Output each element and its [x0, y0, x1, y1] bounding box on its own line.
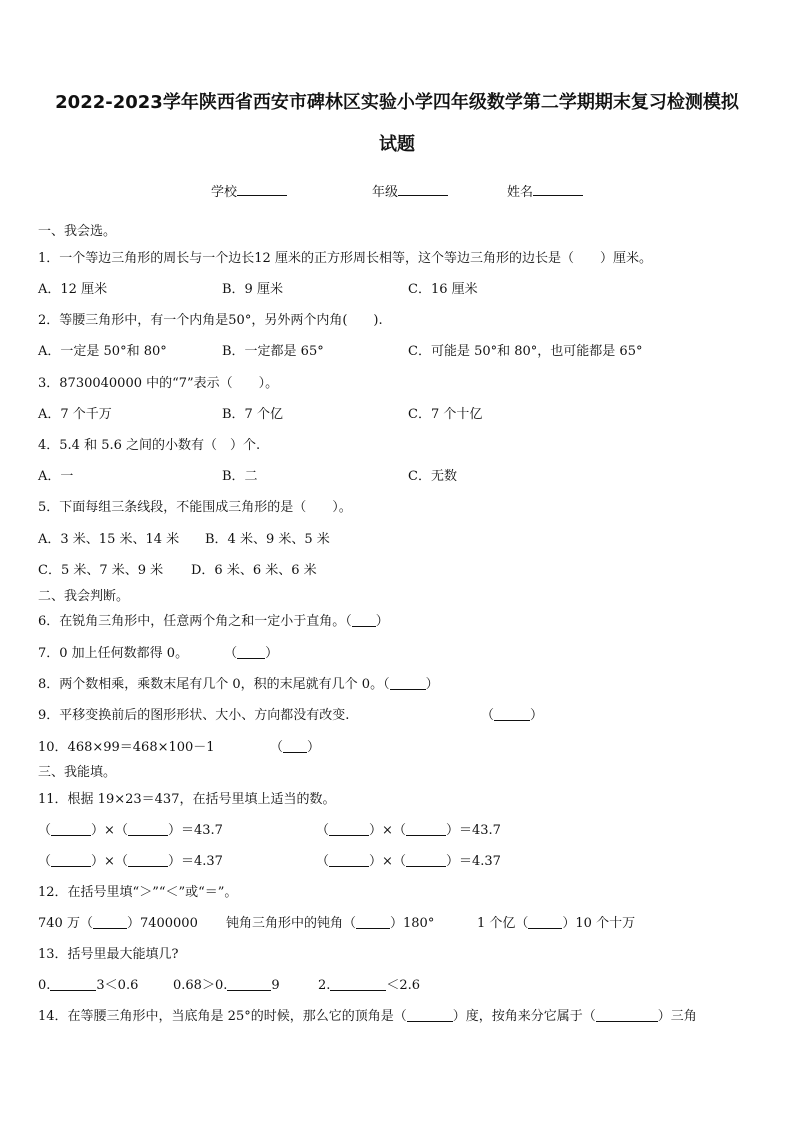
q13-fill-3[interactable]: 2. ＜2.6: [318, 978, 421, 993]
q9-answer-paren[interactable]: （ ）: [481, 708, 544, 723]
q12-compare-3[interactable]: 1 个亿（ ）10 个十万: [477, 916, 636, 931]
school-label: 学校: [211, 185, 238, 200]
question-13: 13．括号里最大能填几?: [38, 947, 179, 962]
q14-text-c: ）三角: [657, 1009, 697, 1024]
q11-eq-2[interactable]: （ ）×（ ）＝43.7: [316, 823, 501, 838]
q1-option-a[interactable]: A．12 厘米: [38, 282, 108, 297]
question-2: 2．等腰三角形中，有一个内角是50°，另外两个内角( ).: [38, 313, 383, 328]
q3-option-b[interactable]: B．7 个亿: [222, 407, 283, 422]
q2-option-a[interactable]: A．一定是 50°和 80°: [38, 344, 167, 359]
q14-blank-apex[interactable]: [407, 1008, 453, 1022]
q4-option-b[interactable]: B．二: [222, 469, 258, 484]
q14-text-b: ）度，按角来分它属于（: [452, 1009, 596, 1024]
student-info: [0, 181, 794, 201]
q5-option-a[interactable]: A．3 米、15 米、14 米: [38, 532, 180, 547]
question-1: 1．一个等边三角形的周长与一个边长12 厘米的正方形周长相等，这个等边三角形的边长是（ ）厘米。: [38, 251, 652, 266]
question-9: [38, 707, 349, 725]
question-3: 3．8730040000 中的“7”表示（ ）。: [38, 376, 279, 391]
q4-option-a[interactable]: A．一: [38, 469, 74, 484]
q2-option-b[interactable]: B．一定都是 65°: [222, 344, 324, 359]
q9-text: 9．平移变换前后的图形形状、大小、方向都没有改变.: [38, 708, 350, 723]
q10-answer-paren[interactable]: （ ）: [270, 740, 321, 755]
name-field[interactable]: [507, 181, 583, 200]
q6-answer-paren[interactable]: （ ）: [345, 614, 389, 629]
grade-blank[interactable]: [398, 181, 448, 196]
q11-eq-3[interactable]: （ ）×（ ）＝4.37: [38, 854, 223, 869]
section-heading-choice: 一、我会选。: [38, 224, 117, 239]
q14-text-a: 14．在等腰三角形中，当底角是 25°的时候，那么它的顶角是（: [38, 1009, 407, 1024]
q1-option-c[interactable]: C．16 厘米: [408, 282, 478, 297]
q8-text: 8．两个数相乘，乘数末尾有几个 0，积的末尾就有几个 0。: [38, 677, 384, 692]
q12-compare-2[interactable]: 钝角三角形中的钝角（ ）180°: [226, 916, 435, 931]
q14-blank-type[interactable]: [596, 1008, 658, 1022]
q5-option-d[interactable]: D．6 米、6 米、6 米: [191, 563, 317, 578]
q5-option-b[interactable]: B．4 米、9 米、5 米: [205, 532, 330, 547]
question-12: 12．在括号里填“＞”“＜”或“＝”。: [38, 885, 238, 900]
name-label: 姓名: [507, 185, 534, 200]
title-line-2: 试题: [379, 134, 415, 155]
q13-fill-1[interactable]: 0. 3＜0.6: [38, 978, 139, 993]
grade-label: 年级: [372, 185, 399, 200]
school-blank[interactable]: [237, 181, 287, 196]
school-field[interactable]: [211, 181, 287, 200]
q1-option-b[interactable]: B．9 厘米: [222, 282, 283, 297]
q3-option-a[interactable]: A．7 个千万: [38, 407, 112, 422]
q2-option-c[interactable]: C．可能是 50°和 80°，也可能都是 65°: [408, 344, 643, 359]
question-14: [38, 1008, 697, 1026]
q7-text: 7．0 加上任何数都得 0。: [38, 646, 189, 661]
name-blank[interactable]: [533, 181, 583, 196]
question-6: [38, 613, 389, 631]
q11-eq-1[interactable]: （ ）×（ ）＝43.7: [38, 823, 223, 838]
question-11: 11．根据 19×23＝437，在括号里填上适当的数。: [38, 792, 336, 807]
title-line-1: 2022-2023学年陕西省西安市碑林区实验小学四年级数学第二学期期末复习检测模拟: [55, 92, 739, 113]
question-5: 5．下面每组三条线段，不能围成三角形的是（ ）。: [38, 500, 352, 515]
question-8: [38, 676, 439, 694]
q5-option-c[interactable]: C．5 米、7 米、9 米: [38, 563, 164, 578]
q12-compare-1[interactable]: 740 万（ ）7400000: [38, 916, 198, 931]
section-heading-fill: 三、我能填。: [38, 765, 117, 780]
question-10: [38, 739, 215, 757]
q6-text: 6．在锐角三角形中，任意两个角之和一定小于直角。: [38, 614, 346, 629]
question-7: [38, 645, 278, 663]
q8-answer-paren[interactable]: （ ）: [383, 677, 439, 692]
q10-text: 10．468×99＝468×100－1: [38, 740, 215, 755]
q7-answer-paren[interactable]: （ ）: [224, 646, 279, 661]
section-heading-judge: 二、我会判断。: [38, 589, 130, 604]
q11-eq-4[interactable]: （ ）×（ ）＝4.37: [316, 854, 501, 869]
q4-option-c[interactable]: C．无数: [408, 469, 457, 484]
question-4: 4．5.4 和 5.6 之间的小数有（ ）个.: [38, 438, 261, 453]
q13-fill-2[interactable]: 0.68＞0. 9: [173, 978, 280, 993]
grade-field[interactable]: [372, 181, 448, 200]
q3-option-c[interactable]: C．7 个十亿: [408, 407, 483, 422]
